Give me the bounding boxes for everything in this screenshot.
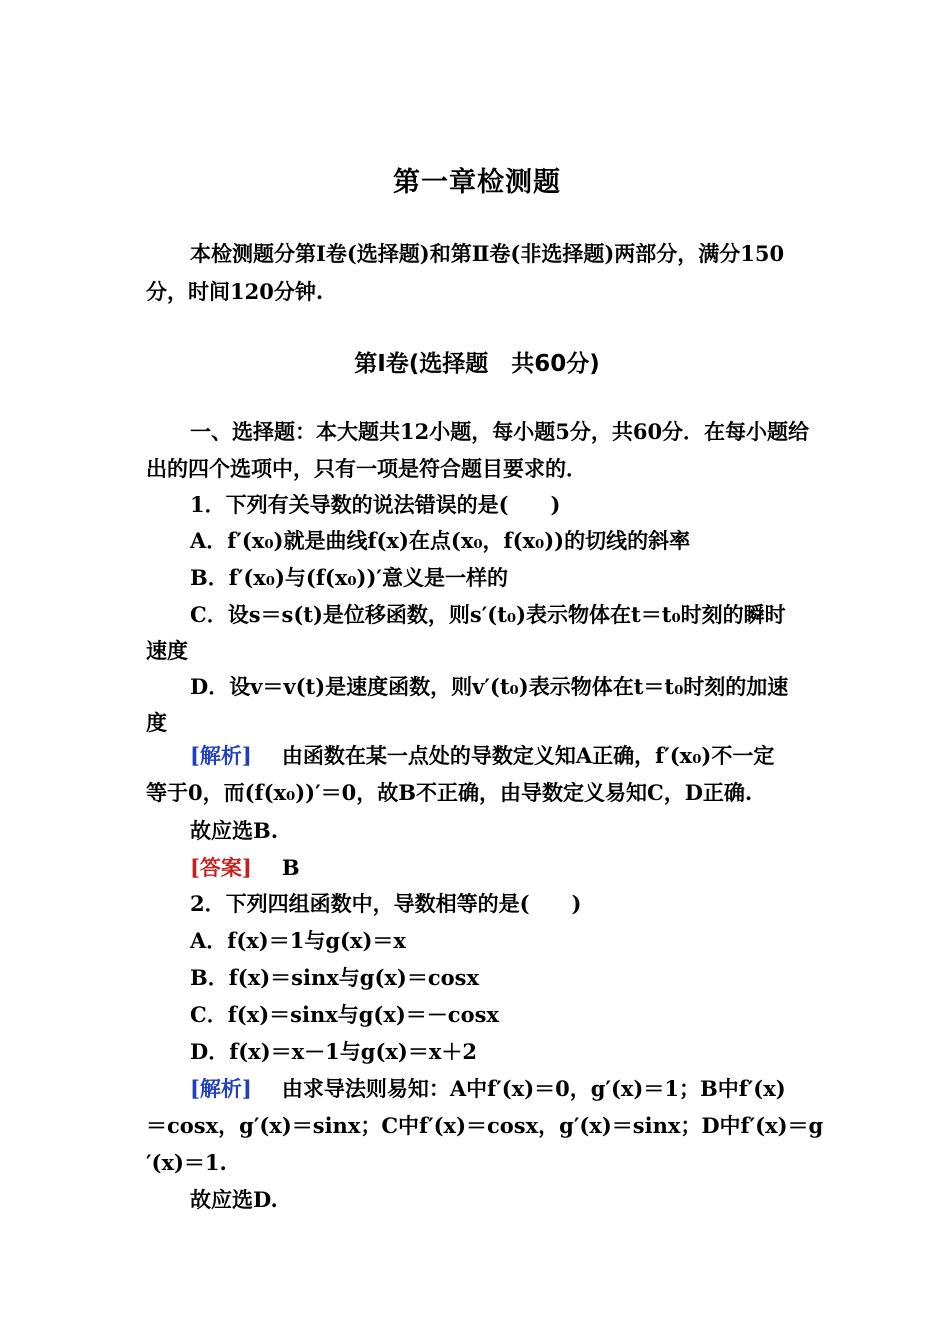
- page-title: 第一章检测题: [393, 167, 561, 198]
- q1-analysis-text-1: 由函数在某一点处的导数定义知A正确，f′(x₀)不一定: [281, 743, 775, 768]
- part1-heading-line-2: 出的四个选项中，只有一项是符合题目要求的．: [146, 456, 587, 481]
- intro-line-1: 本检测题分第Ⅰ卷(选择题)和第Ⅱ卷(非选择题)两部分，满分150: [190, 241, 785, 266]
- q1-stem: 1．下列有关导数的说法错误的是( ): [190, 492, 561, 517]
- q2-conclusion: 故应选D.: [190, 1187, 278, 1212]
- q2-analysis-line-2: ＝cosx，g′(x)＝sinx；C中f′(x)＝cosx，g′(x)＝sinx；D中f′(x)＝g: [146, 1113, 824, 1138]
- section-title: 第Ⅰ卷(选择题 共60分): [354, 351, 600, 377]
- q2-option-c: C．f(x)＝sinx与g(x)＝－cosx: [190, 1002, 499, 1027]
- q1-option-d-line-1: D．设v＝v(t)是速度函数，则v′(t₀)表示物体在t＝t₀时刻的加速: [190, 674, 789, 699]
- q2-analysis-tag: [解析]: [190, 1076, 252, 1101]
- q1-answer: B: [281, 855, 300, 880]
- q2-analysis-text-1: 由求导法则易知：A中f′(x)＝0，g′(x)＝1；B中f′(x): [281, 1076, 786, 1101]
- q1-option-b: B．f′(x₀)与(f(x₀))′意义是一样的: [190, 565, 508, 590]
- q1-option-c-line-2: 速度: [146, 638, 188, 663]
- q1-answer-line: [146, 850, 808, 886]
- q1-analysis-line-1: [146, 738, 808, 774]
- q1-option-d-line-2: 度: [146, 710, 167, 735]
- q2-option-b: B．f(x)＝sinx与g(x)＝cosx: [190, 965, 479, 990]
- q2-option-d: D．f(x)＝x－1与g(x)＝x＋2: [190, 1039, 477, 1064]
- q2-analysis-line-3: ′(x)＝1.: [146, 1150, 227, 1175]
- q2-option-a: A．f(x)＝1与g(x)＝x: [190, 928, 406, 953]
- q1-option-c-line-1: C．设s＝s(t)是位移函数，则s′(t₀)表示物体在t＝t₀时刻的瞬时: [190, 602, 786, 627]
- q1-answer-tag: [答案]: [190, 855, 252, 880]
- q1-option-a: A．f′(x₀)就是曲线f(x)在点(x₀，f(x₀))的切线的斜率: [190, 528, 691, 553]
- q1-analysis-line-2: 等于0，而(f(x₀))′＝0，故B不正确，由导数定义易知C，D正确.: [146, 780, 753, 805]
- intro-line-2: 分，时间120分钟.: [146, 279, 324, 304]
- part1-heading-line-1: 一、选择题：本大题共12小题，每小题5分，共60分．在每小题给: [190, 419, 810, 444]
- q1-analysis-tag: [解析]: [190, 743, 252, 768]
- q2-analysis-line-1: [146, 1071, 808, 1107]
- q1-conclusion: 故应选B.: [190, 818, 279, 843]
- q2-stem: 2．下列四组函数中，导数相等的是( ): [190, 891, 582, 916]
